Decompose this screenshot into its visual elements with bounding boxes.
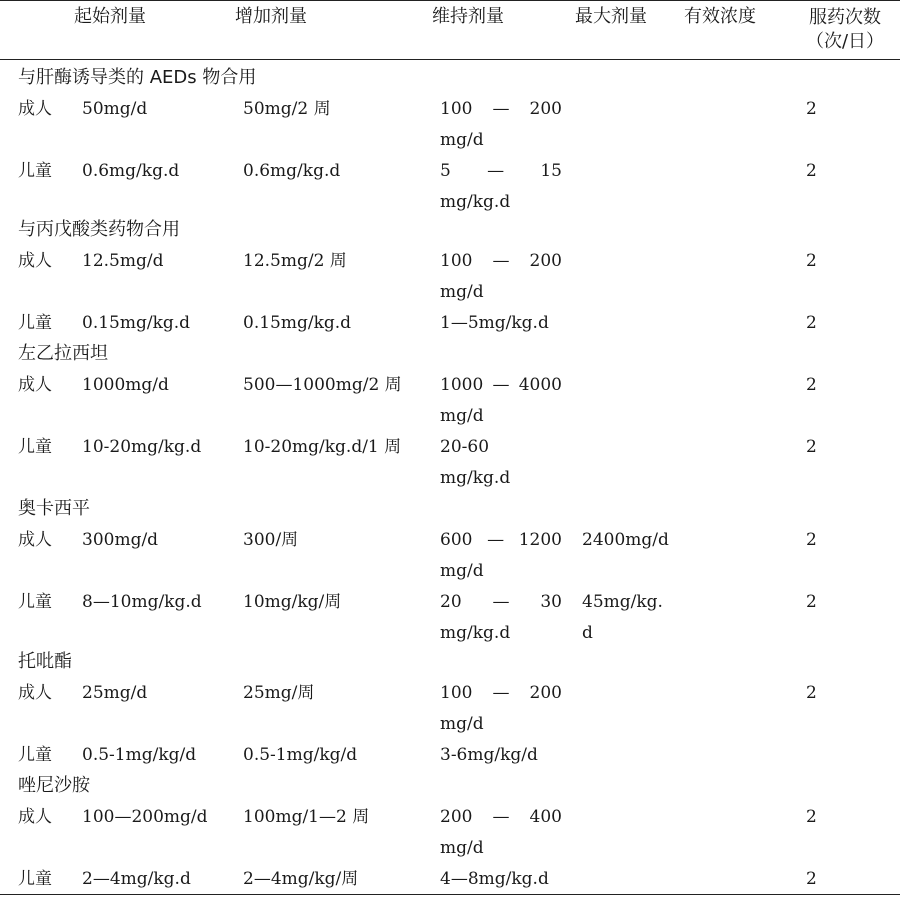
range-dash: — xyxy=(492,807,510,827)
maintenance-dose xyxy=(440,525,562,587)
maintenance-range: 20-60 xyxy=(440,437,490,457)
row-population: 成人 xyxy=(18,807,52,827)
row-population: 儿童 xyxy=(18,745,52,765)
start-dose: 50mg/d xyxy=(82,99,148,119)
row-population: 儿童 xyxy=(18,437,52,457)
maintenance-dose xyxy=(440,587,562,649)
maintenance-dose xyxy=(440,246,562,308)
maintenance-low: 1000 xyxy=(440,375,484,395)
header-maintenance-dose: 维持剂量 xyxy=(432,6,504,27)
row-population: 儿童 xyxy=(18,313,52,333)
range-dash: — xyxy=(487,530,505,550)
group-title: 托吡酯 xyxy=(18,651,72,672)
maintenance-low: 5 xyxy=(440,161,451,181)
maintenance-low: 100 xyxy=(440,251,473,271)
row-population: 成人 xyxy=(18,375,52,395)
increase-dose: 25mg/周 xyxy=(243,683,315,703)
start-dose: 0.15mg/kg.d xyxy=(82,313,191,333)
increase-dose: 100mg/1—2 周 xyxy=(243,807,370,827)
dosing-frequency: 2 xyxy=(806,375,817,395)
maintenance-low: 600 xyxy=(440,530,473,550)
group-title: 左乙拉西坦 xyxy=(18,343,108,364)
row-population: 儿童 xyxy=(18,592,52,612)
maintenance-unit: mg/d xyxy=(440,130,484,150)
maintenance-dose: 4—8mg/kg.d xyxy=(440,869,549,889)
dosing-frequency: 2 xyxy=(806,437,817,457)
maintenance-dose xyxy=(440,370,562,432)
start-dose: 300mg/d xyxy=(82,530,159,550)
maintenance-unit: mg/d xyxy=(440,561,484,581)
start-dose: 10-20mg/kg.d xyxy=(82,437,202,457)
max-dose-line2: d xyxy=(582,623,593,643)
row-population: 成人 xyxy=(18,99,52,119)
range-dash: — xyxy=(492,375,510,395)
maintenance-unit: mg/d xyxy=(440,838,484,858)
increase-dose: 10mg/kg/周 xyxy=(243,592,342,612)
maintenance-low: 100 xyxy=(440,683,473,703)
maintenance-unit: mg/d xyxy=(440,714,484,734)
max-dose xyxy=(582,587,668,649)
dosing-frequency: 2 xyxy=(806,592,817,612)
dosing-frequency: 2 xyxy=(806,251,817,271)
increase-dose: 500—1000mg/2 周 xyxy=(243,375,402,395)
maintenance-high: 200 xyxy=(529,99,562,119)
start-dose: 0.5-1mg/kg/d xyxy=(82,745,197,765)
table-top-rule xyxy=(0,0,900,1)
dosing-frequency: 2 xyxy=(806,683,817,703)
header-effective-concentration: 有效浓度 xyxy=(684,6,756,27)
maintenance-dose xyxy=(440,678,562,740)
row-population: 成人 xyxy=(18,251,52,271)
increase-dose: 0.6mg/kg.d xyxy=(243,161,341,181)
maintenance-high: 30 xyxy=(540,592,562,612)
maintenance-low: 20 xyxy=(440,592,462,612)
maintenance-unit: mg/kg.d xyxy=(440,192,511,212)
maintenance-unit: mg/d xyxy=(440,282,484,302)
header-increase-dose: 增加剂量 xyxy=(235,6,307,27)
start-dose: 12.5mg/d xyxy=(82,251,164,271)
maintenance-high: 200 xyxy=(529,251,562,271)
dosing-frequency: 2 xyxy=(806,869,817,889)
dosing-frequency: 2 xyxy=(806,807,817,827)
header-max-dose: 最大剂量 xyxy=(575,6,647,27)
dosing-frequency: 2 xyxy=(806,99,817,119)
increase-dose: 0.15mg/kg.d xyxy=(243,313,352,333)
increase-dose: 2—4mg/kg/周 xyxy=(243,869,359,889)
dosing-frequency: 2 xyxy=(806,161,817,181)
header-dosing-frequency xyxy=(790,6,900,54)
maintenance-high: 4000 xyxy=(518,375,562,395)
increase-dose: 50mg/2 周 xyxy=(243,99,331,119)
maintenance-dose: 3-6mg/kg/d xyxy=(440,745,538,765)
max-dose: 2400mg/d xyxy=(582,530,669,550)
group-title: 唑尼沙胺 xyxy=(18,775,90,796)
dosing-frequency: 2 xyxy=(806,530,817,550)
maintenance-low: 100 xyxy=(440,99,473,119)
group-title: 与肝酶诱导类的 AEDs 物合用 xyxy=(18,67,257,88)
range-dash: — xyxy=(492,251,510,271)
maintenance-unit: mg/kg.d xyxy=(440,623,511,643)
start-dose: 100—200mg/d xyxy=(82,807,208,827)
row-population: 儿童 xyxy=(18,161,52,181)
range-dash: — xyxy=(492,683,510,703)
increase-dose: 12.5mg/2 周 xyxy=(243,251,347,271)
header-frequency-line2: （次/日） xyxy=(805,31,885,52)
maintenance-low: 200 xyxy=(440,807,473,827)
table-header-rule xyxy=(0,59,900,60)
increase-dose: 0.5-1mg/kg/d xyxy=(243,745,358,765)
maintenance-high: 200 xyxy=(529,683,562,703)
start-dose: 2—4mg/kg.d xyxy=(82,869,191,889)
header-frequency-line1: 服药次数 xyxy=(809,7,881,28)
increase-dose: 10-20mg/kg.d/1 周 xyxy=(243,437,402,457)
maintenance-dose xyxy=(440,432,562,494)
maintenance-high: 15 xyxy=(540,161,562,181)
maintenance-unit: mg/d xyxy=(440,406,484,426)
increase-dose: 300/周 xyxy=(243,530,299,550)
max-dose-line1: 45mg/kg. xyxy=(582,592,663,612)
row-population: 成人 xyxy=(18,683,52,703)
maintenance-dose: 1—5mg/kg.d xyxy=(440,313,549,333)
start-dose: 1000mg/d xyxy=(82,375,169,395)
range-dash: — xyxy=(492,99,510,119)
header-start-dose: 起始剂量 xyxy=(74,6,146,27)
dosing-frequency: 2 xyxy=(806,313,817,333)
maintenance-dose xyxy=(440,156,562,218)
maintenance-high: 1200 xyxy=(518,530,562,550)
maintenance-dose xyxy=(440,802,562,864)
start-dose: 8—10mg/kg.d xyxy=(82,592,202,612)
start-dose: 25mg/d xyxy=(82,683,148,703)
row-population: 儿童 xyxy=(18,869,52,889)
maintenance-dose xyxy=(440,94,562,156)
maintenance-high: 400 xyxy=(529,807,562,827)
group-title: 与丙戊酸类药物合用 xyxy=(18,219,180,240)
start-dose: 0.6mg/kg.d xyxy=(82,161,180,181)
range-dash: — xyxy=(492,592,510,612)
row-population: 成人 xyxy=(18,530,52,550)
group-title: 奥卡西平 xyxy=(18,498,90,519)
maintenance-unit: mg/kg.d xyxy=(440,468,511,488)
range-dash: — xyxy=(487,161,505,181)
